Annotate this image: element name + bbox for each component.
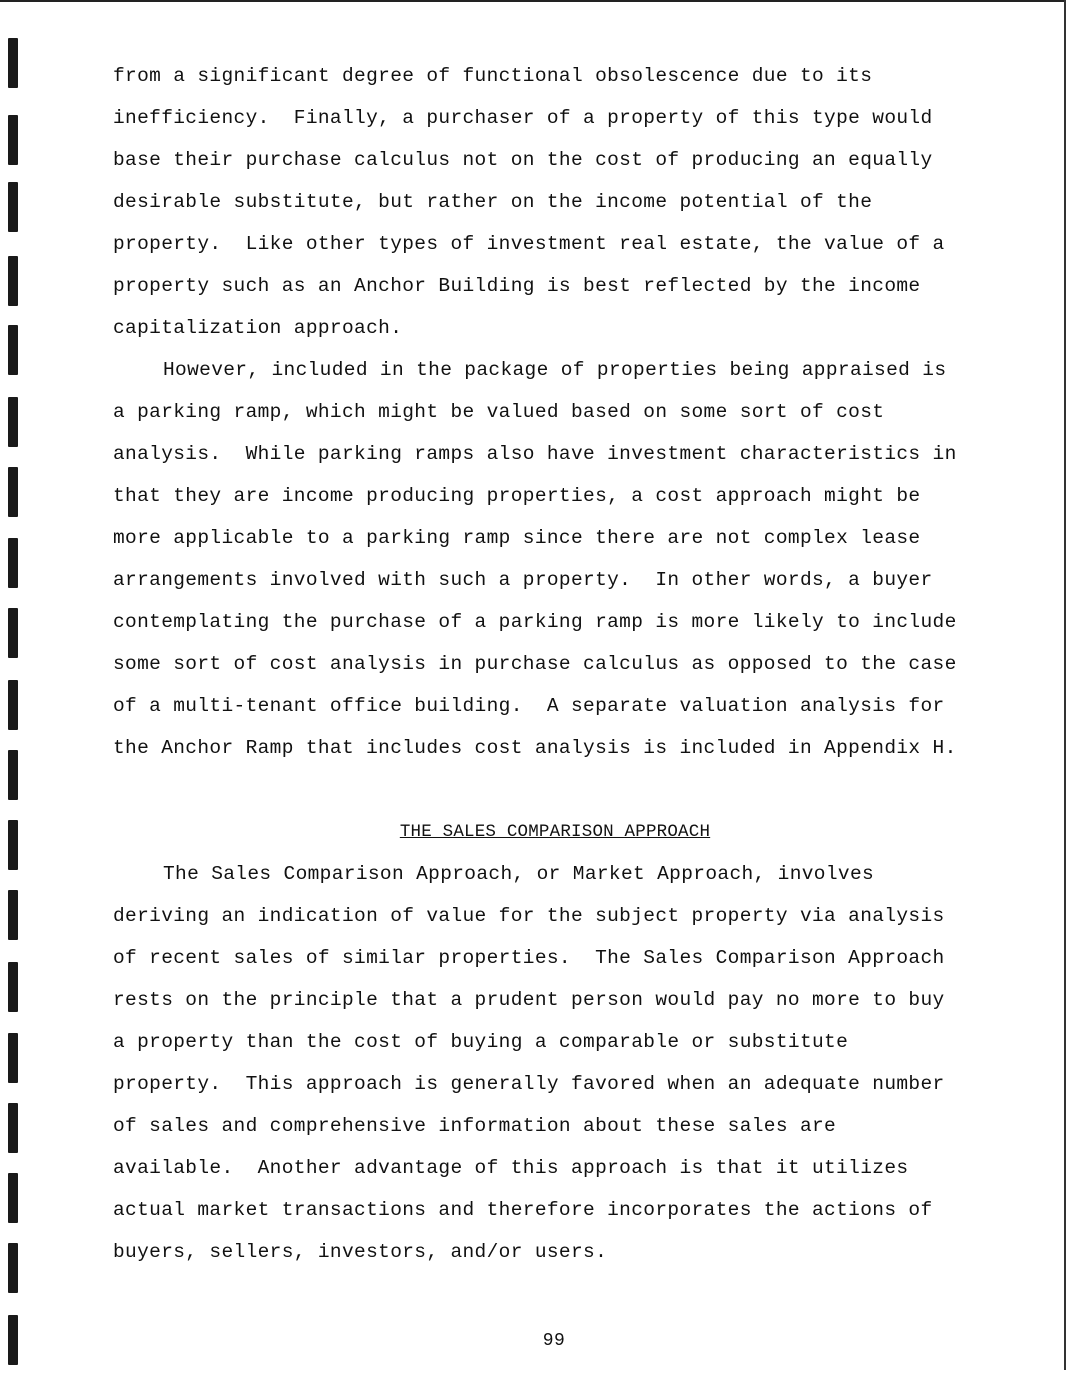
text-line: contemplating the purchase of a parking ramp is more likely to include	[113, 611, 957, 633]
binder-mark	[8, 680, 18, 730]
section-heading: THE SALES COMPARISON APPROACH	[399, 822, 711, 842]
text-line: property. Like other types of investment real estate, the value of a	[113, 233, 945, 255]
binder-mark	[8, 1103, 18, 1153]
text-line: buyers, sellers, investors, and/or users.	[113, 1241, 608, 1263]
text-line: that they are income producing properties, a cost approach might be	[113, 485, 921, 507]
binder-mark	[8, 538, 18, 588]
binder-mark	[8, 1033, 18, 1083]
text-line: arrangements involved with such a property. In other words, a buyer	[113, 569, 933, 591]
binder-mark	[8, 820, 18, 870]
binder-mark	[8, 890, 18, 940]
text-line: analysis. While parking ramps also have investment characteristics in	[113, 443, 957, 465]
text-line: capitalization approach.	[113, 317, 403, 339]
text-line: the Anchor Ramp that includes cost analysis is included in Appendix H.	[113, 737, 957, 759]
page-body	[113, 55, 1013, 1273]
text-line: a property than the cost of buying a comparable or substitute	[113, 1031, 849, 1053]
text-line: property. This approach is generally favored when an adequate number	[113, 1073, 945, 1095]
text-line: available. Another advantage of this approach is that it utilizes	[113, 1157, 909, 1179]
binder-punch-strip	[8, 0, 24, 1380]
paragraph-functional-obsolescence	[113, 55, 1013, 349]
text-line: of a multi-tenant office building. A separate valuation analysis for	[113, 695, 945, 717]
binder-mark	[8, 115, 18, 165]
page-number: 99	[542, 1331, 566, 1351]
binder-mark	[8, 1173, 18, 1223]
binder-mark	[8, 750, 18, 800]
text-line: However, included in the package of properties being appraised is	[163, 359, 947, 381]
binder-mark	[8, 467, 18, 517]
text-line: The Sales Comparison Approach, or Market Approach, involves	[163, 863, 875, 885]
text-line: property such as an Anchor Building is best reflected by the income	[113, 275, 921, 297]
paragraph-sales-comparison	[113, 853, 1013, 1273]
text-line: actual market transactions and therefore incorporates the actions of	[113, 1199, 933, 1221]
text-line: of recent sales of similar properties. The Sales Comparison Approach	[113, 947, 945, 969]
text-line: inefficiency. Finally, a purchaser of a property of this type would	[113, 107, 933, 129]
binder-mark	[8, 962, 18, 1012]
text-line: deriving an indication of value for the subject property via analysis	[113, 905, 945, 927]
text-line: some sort of cost analysis in purchase calculus as opposed to the case	[113, 653, 957, 675]
binder-mark	[8, 256, 18, 306]
binder-mark	[8, 1243, 18, 1293]
text-line: desirable substitute, but rather on the income potential of the	[113, 191, 873, 213]
binder-mark	[8, 325, 18, 375]
text-line: a parking ramp, which might be valued based on some sort of cost	[113, 401, 885, 423]
page-top-edge	[0, 0, 1066, 2]
text-line: more applicable to a parking ramp since there are not complex lease	[113, 527, 921, 549]
binder-mark	[8, 38, 18, 88]
binder-mark	[8, 397, 18, 447]
text-line: rests on the principle that a prudent person would pay no more to buy	[113, 989, 945, 1011]
text-line: base their purchase calculus not on the cost of producing an equally	[113, 149, 933, 171]
binder-mark	[8, 182, 18, 232]
binder-mark	[8, 608, 18, 658]
text-line: from a significant degree of functional obsolescence due to its	[113, 65, 873, 87]
text-line: of sales and comprehensive information about these sales are	[113, 1115, 837, 1137]
paragraph-parking-ramp	[113, 349, 1013, 769]
